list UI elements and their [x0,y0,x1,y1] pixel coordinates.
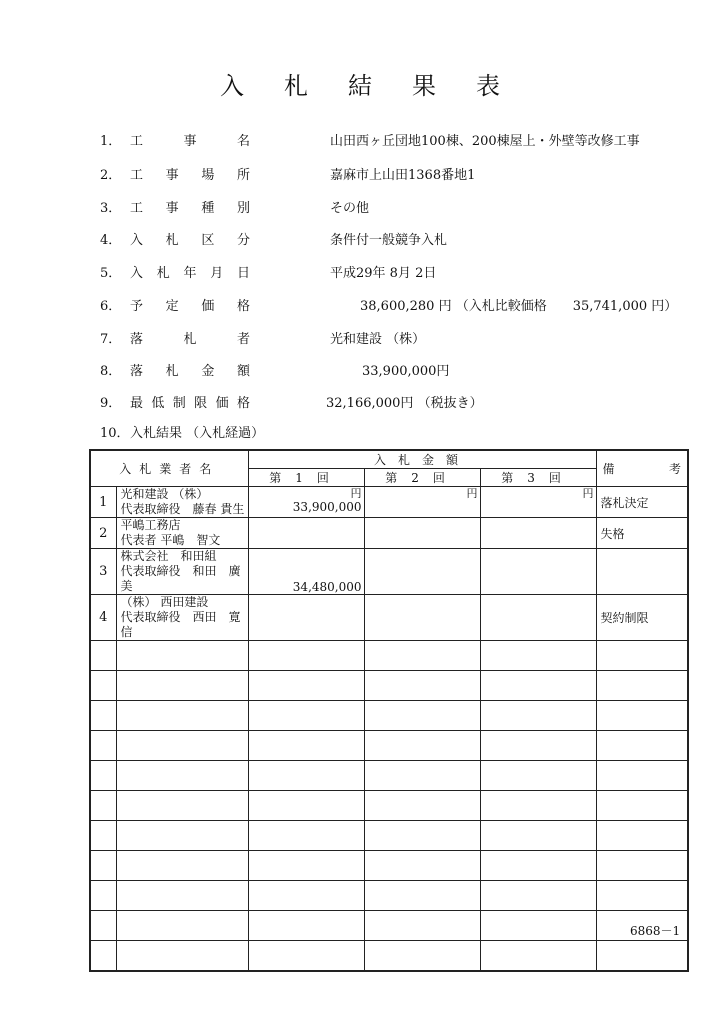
bid-round-1: 34,480,000 [248,549,364,595]
empty-row [90,911,688,941]
item-value: その他 [330,201,370,216]
item-number: 7． [100,332,122,347]
item-label: 落 札 者 [130,332,250,347]
bid-round-1 [248,595,364,641]
bidder-firm: 平嶋工務店 [120,518,181,532]
bidder-representative: 代表取締役 藤春 貴生 [120,502,245,516]
bidder-cell [116,487,248,518]
table-row [90,595,688,641]
item-number: 8． [100,364,122,379]
header-remarks-left: 備 [602,462,615,476]
item-label: 落 札 金 額 [130,364,250,379]
item-value: 32,166,000円 （税抜き） [326,396,483,411]
item-number: 3． [100,201,122,216]
bid-round-2 [364,487,480,518]
yen-unit: 円 [350,487,362,500]
empty-row [90,731,688,761]
table-row [90,487,688,518]
item-value: 光和建設 （株） [330,332,426,347]
remarks-cell: 失格 [596,518,688,549]
bidder-cell [116,518,248,549]
header-round-1: 第1回 [248,469,364,487]
bid-round-3 [480,549,596,595]
bidder-firm: （株） 西田建設 [120,595,209,609]
row-number: 3 [90,549,116,595]
bid-round-2 [364,549,480,595]
bid-results-table [89,449,689,972]
bid-round-1 [248,487,364,518]
bid-value: 33,900,000 [292,500,362,514]
bidder-representative: 代表取締役 和田 廣美 [120,564,241,593]
bidder-representative: 代表者 平嶋 智文 [120,533,221,547]
item-value: 条件付一般競争入札 [330,233,448,248]
empty-row [90,761,688,791]
item-label: 最 低 制 限 価 格 [130,396,250,411]
row-number: 2 [90,518,116,549]
empty-row [90,821,688,851]
item-number: 9． [100,396,122,411]
empty-row [90,701,688,731]
empty-row [90,791,688,821]
bidder-firm: 株式会社 和田組 [120,549,217,563]
yen-unit: 円 [466,487,478,500]
bidder-representative: 代表取締役 西田 寛信 [120,610,241,639]
item-label: 予 定 価 格 [130,299,250,314]
bid-round-3 [480,487,596,518]
item-number: 1． [100,134,122,149]
yen-unit: 円 [582,487,594,500]
item-value: 33,900,000円 [362,364,450,379]
empty-row [90,851,688,881]
bid-round-2 [364,518,480,549]
item-label: 入 札 区 分 [130,233,250,248]
item-value: 38,600,280 円 （入札比較価格 35,741,000 円） [360,299,678,314]
remarks-cell: 契約制限 [596,595,688,641]
table-row [90,549,688,595]
header-remarks-right: 考 [669,462,682,476]
header-round-3: 第3回 [480,469,596,487]
document-code: 6868－1 [630,924,681,938]
header-bid-amount: 入札金額 [248,450,596,469]
bid-round-1 [248,518,364,549]
item-number: 10． [100,426,130,441]
table-row [90,518,688,549]
bidder-firm: 光和建設 （株） [120,487,209,501]
page-title: 入札結果表 [220,72,540,100]
item-label: 入 札 年 月 日 [130,266,250,281]
row-number: 4 [90,595,116,641]
bid-round-2 [364,595,480,641]
empty-row [90,941,688,971]
header-bidder-name: 入札業者名 [90,450,248,487]
bid-round-3 [480,518,596,549]
item-number: 2． [100,168,122,183]
header-remarks [596,450,688,487]
empty-row [90,641,688,671]
item-value: 平成29年 8月 2日 [330,266,437,281]
bidder-cell [116,595,248,641]
item-value: 山田西ヶ丘団地100棟、200棟屋上・外壁等改修工事 [330,134,640,149]
remarks-cell: 落札決定 [596,487,688,518]
item-label: 工 事 種 別 [130,201,250,216]
item-label: 入札結果 （入札経過） [130,426,265,441]
remarks-cell [596,549,688,595]
header-round-2: 第2回 [364,469,480,487]
bidder-cell [116,549,248,595]
empty-row [90,671,688,701]
item-label: 工 事 名 [130,134,250,149]
empty-row [90,881,688,911]
item-value: 嘉麻市上山田1368番地1 [330,168,476,183]
item-number: 6． [100,299,122,314]
row-number: 1 [90,487,116,518]
item-label: 工 事 場 所 [130,168,250,183]
item-number: 5． [100,266,122,281]
item-number: 4． [100,233,122,248]
bid-round-3 [480,595,596,641]
